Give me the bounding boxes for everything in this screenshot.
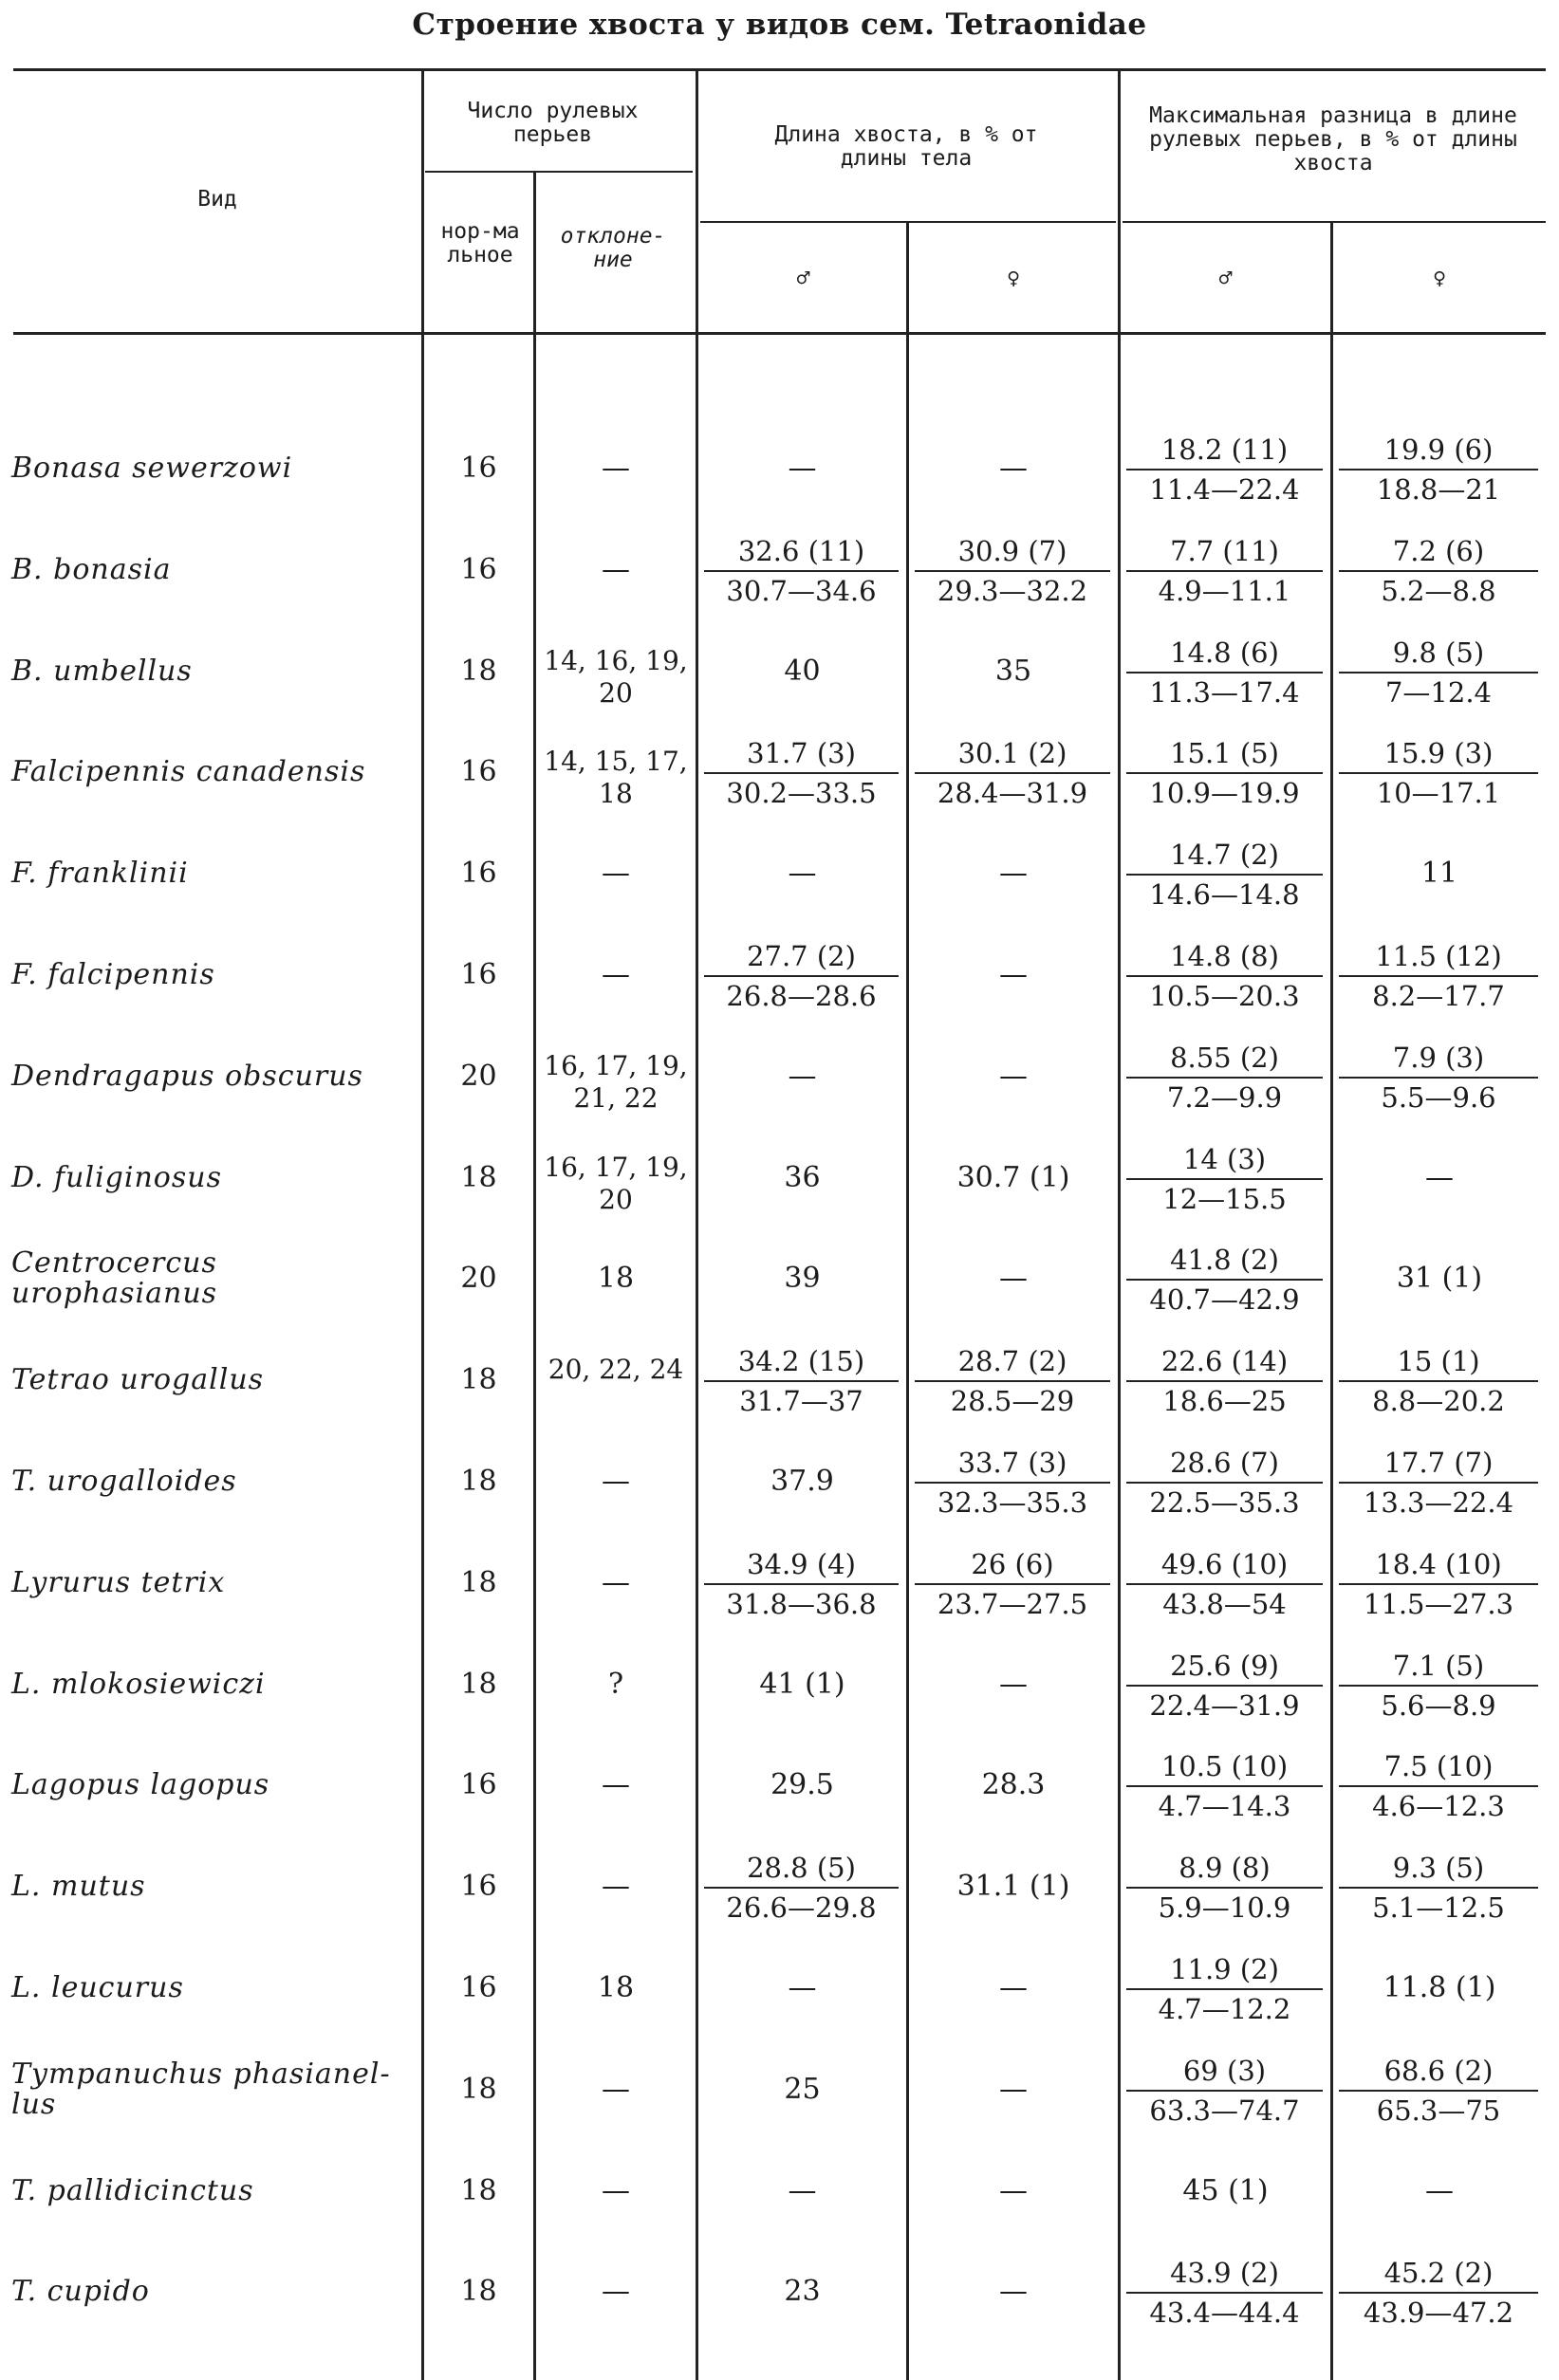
table-title: Строение хвоста у видов сем. Tetraonidae — [412, 8, 1147, 42]
mean-value: 41.8 (2) — [1126, 1241, 1323, 1281]
species-name: Centrocercus urophasianus — [11, 1246, 218, 1311]
tl-m-fraction — [704, 532, 899, 610]
md-f-value: — — [1425, 2173, 1454, 2207]
col-rule-5 — [1118, 68, 1121, 2380]
tl-m-value: 23 — [784, 2275, 821, 2309]
range-value: 10.5—20.3 — [1149, 980, 1300, 1012]
md-m-fraction — [1126, 1747, 1323, 1825]
md-m-fraction — [1126, 634, 1323, 711]
tl-f-value: — — [999, 1262, 1028, 1296]
range-value: 22.5—35.3 — [1149, 1486, 1300, 1519]
range-value: 5.9—10.9 — [1158, 1891, 1291, 1925]
species-name: Tetrao urogallus — [11, 1363, 265, 1397]
col-rule-4 — [906, 223, 909, 2380]
md-f-fraction — [1339, 1039, 1538, 1116]
normal-count: 18 — [460, 654, 497, 688]
mean-value: 7.2 (6) — [1339, 532, 1538, 572]
mean-value: 28.8 (5) — [704, 1849, 899, 1889]
range-value: 4.9—11.1 — [1158, 574, 1291, 607]
mean-value: 15.9 (3) — [1339, 734, 1538, 774]
md-m-fraction — [1126, 1950, 1323, 2028]
species-name: Bonasa sewerzowi — [11, 452, 293, 485]
normal-count: 16 — [460, 1768, 497, 1802]
tl-m-value: — — [788, 452, 817, 485]
range-value: 5.2—8.8 — [1381, 574, 1496, 607]
deviation-count: — — [602, 452, 630, 485]
tl-f-value: — — [999, 958, 1028, 991]
range-value: 7.2—9.9 — [1166, 1080, 1283, 1114]
md-m-fraction — [1126, 2254, 1323, 2332]
mean-value: 15 (1) — [1339, 1342, 1538, 1382]
tl-f-fraction — [915, 734, 1110, 812]
md-m-value: 45 (1) — [1182, 2173, 1269, 2207]
mean-value: 17.7 (7) — [1339, 1444, 1538, 1484]
species-name: Tympanuchus phasianel-lus — [11, 2057, 391, 2121]
tl-f-fraction — [915, 1342, 1110, 1420]
normal-count: 18 — [460, 2173, 497, 2207]
mean-value: 18.4 (10) — [1339, 1545, 1538, 1585]
species-name: B. bonasia — [11, 552, 172, 586]
md-f-fraction — [1339, 1545, 1538, 1623]
range-value: 4.7—14.3 — [1158, 1790, 1291, 1823]
tl-m-fraction — [704, 734, 899, 812]
species-name: F. falcipennis — [11, 958, 215, 991]
range-value: 10.9—19.9 — [1149, 777, 1300, 810]
header-max-diff-male: ♂ — [1218, 267, 1233, 291]
md-f-value: 31 (1) — [1396, 1262, 1483, 1296]
deviation-count: — — [602, 857, 630, 891]
tl-m-value: 41 (1) — [759, 1667, 845, 1701]
tl-m-value: 25 — [784, 2072, 821, 2106]
range-value: 23.7—27.5 — [937, 1587, 1088, 1620]
header-max-diff-group: Максимальная разница в длине рулевых перьев, в % от длины хвоста — [1149, 103, 1517, 175]
md-f-fraction — [1339, 734, 1538, 812]
deviation-count: — — [602, 2173, 630, 2207]
header-tail-length-group: Длина хвоста, в % от длины тела — [774, 122, 1038, 171]
md-m-fraction — [1126, 1039, 1323, 1116]
mean-value: 14 (3) — [1126, 1140, 1323, 1180]
md-f-value: — — [1425, 1160, 1454, 1194]
deviation-count: 18 — [597, 1971, 635, 2004]
range-value: 30.2—33.5 — [726, 777, 877, 810]
normal-count: 18 — [460, 1363, 497, 1397]
normal-count: 20 — [460, 1059, 497, 1093]
range-value: 43.9—47.2 — [1363, 2297, 1514, 2330]
normal-count: 18 — [460, 2072, 497, 2106]
tl-f-value: 31.1 (1) — [956, 1870, 1070, 1904]
header-tail-length-male: ♂ — [796, 267, 810, 291]
tl-m-value: 37.9 — [770, 1465, 834, 1498]
mean-value: 9.3 (5) — [1339, 1849, 1538, 1889]
deviation-count: — — [602, 2275, 630, 2309]
header-species: Вид — [197, 187, 237, 212]
md-m-fraction — [1126, 431, 1323, 508]
tl-f-value: 30.7 (1) — [956, 1160, 1070, 1194]
range-value: 30.7—34.6 — [726, 574, 877, 607]
deviation-count: 16, 17, 19, 21, 22 — [544, 1049, 688, 1114]
tl-f-fraction — [915, 1444, 1110, 1522]
normal-count: 16 — [460, 857, 497, 891]
header-deviation: отклоне-ние — [560, 224, 666, 272]
tl-m-value: 29.5 — [770, 1768, 834, 1802]
header-normal: нор-мальное — [440, 219, 520, 268]
tl-m-value: 40 — [784, 654, 821, 688]
deviation-count: 18 — [597, 1262, 635, 1296]
mean-value: 34.2 (15) — [704, 1342, 899, 1382]
species-name: Lyrurus tetrix — [11, 1565, 226, 1599]
tl-f-value: — — [999, 1667, 1028, 1701]
tl-f-value: 35 — [994, 654, 1032, 688]
md-f-value: 11.8 (1) — [1383, 1971, 1496, 2004]
species-name: B. umbellus — [11, 654, 193, 688]
tl-m-fraction — [704, 1545, 899, 1623]
mean-value: 26 (6) — [915, 1545, 1110, 1585]
range-value: 5.6—8.9 — [1381, 1688, 1496, 1722]
mean-value: 33.7 (3) — [915, 1444, 1110, 1484]
md-f-fraction — [1339, 2254, 1538, 2332]
mean-value: 19.9 (6) — [1339, 431, 1538, 470]
mean-value: 68.6 (2) — [1339, 2052, 1538, 2092]
deviation-count: 14, 16, 19, 20 — [544, 644, 688, 709]
mean-value: 11.9 (2) — [1126, 1950, 1323, 1990]
mean-value: 25.6 (9) — [1126, 1647, 1323, 1687]
md-f-fraction — [1339, 532, 1538, 610]
md-f-fraction — [1339, 2052, 1538, 2130]
range-value: 7—12.4 — [1384, 675, 1493, 709]
species-name: L. mutus — [11, 1870, 146, 1904]
normal-count: 16 — [460, 552, 497, 586]
md-f-fraction — [1339, 431, 1538, 508]
mean-value: 14.7 (2) — [1126, 836, 1323, 876]
normal-count: 18 — [460, 1565, 497, 1599]
normal-count: 18 — [460, 1667, 497, 1701]
range-value: 5.1—12.5 — [1372, 1891, 1505, 1925]
range-value: 31.7—37 — [739, 1385, 863, 1418]
species-name: D. fuliginosus — [11, 1160, 222, 1194]
md-m-fraction — [1126, 1342, 1323, 1420]
range-value: 10—17.1 — [1376, 777, 1501, 810]
range-value: 18.6—25 — [1162, 1385, 1287, 1418]
mean-value: 49.6 (10) — [1126, 1545, 1323, 1585]
deviation-count: — — [602, 1870, 630, 1904]
normal-count: 20 — [460, 1262, 497, 1296]
range-value: 26.8—28.6 — [726, 980, 877, 1012]
mean-value: 7.7 (11) — [1126, 532, 1323, 572]
md-m-fraction — [1126, 1241, 1323, 1319]
range-value: 32.3—35.3 — [937, 1486, 1088, 1519]
mean-value: 30.1 (2) — [915, 734, 1110, 774]
tl-f-fraction — [915, 1545, 1110, 1623]
md-m-fraction — [1126, 937, 1323, 1015]
md-m-fraction — [1126, 1647, 1323, 1725]
header-max-diff-female: ♀ — [1433, 267, 1446, 291]
md-f-fraction — [1339, 937, 1538, 1015]
tl-m-value: — — [788, 1971, 817, 2004]
normal-count: 16 — [460, 958, 497, 991]
tl-f-value: — — [999, 857, 1028, 891]
md-f-fraction — [1339, 1849, 1538, 1927]
deviation-count: — — [602, 1565, 630, 1599]
header-rectrices-group: Число рулевых перьев — [467, 99, 639, 147]
mean-value: 27.7 (2) — [704, 937, 899, 977]
mean-value: 14.8 (8) — [1126, 937, 1323, 977]
tl-m-fraction — [704, 937, 899, 1015]
md-m-fraction — [1126, 2052, 1323, 2130]
mean-value: 45.2 (2) — [1339, 2254, 1538, 2294]
range-value: 4.7—12.2 — [1158, 1993, 1291, 2025]
species-name: F. franklinii — [11, 857, 189, 891]
range-value: 31.8—36.8 — [726, 1587, 877, 1620]
tl-m-value: — — [788, 857, 817, 891]
md-m-fraction — [1126, 836, 1323, 913]
max-diff-subrule — [1123, 221, 1546, 223]
col-rule-1 — [421, 68, 424, 2380]
tl-f-value: — — [999, 2072, 1028, 2106]
deviation-count: 20, 22, 24 — [548, 1354, 684, 1386]
md-f-fraction — [1339, 1444, 1538, 1522]
range-value: 28.4—31.9 — [937, 777, 1088, 810]
range-value: 8.8—20.2 — [1372, 1385, 1505, 1418]
mean-value: 30.9 (7) — [915, 532, 1110, 572]
header-tail-length-female: ♀ — [1007, 267, 1020, 291]
range-value: 22.4—31.9 — [1149, 1688, 1300, 1722]
deviation-count: — — [602, 2072, 630, 2106]
deviation-count: 14, 15, 17, 18 — [544, 746, 688, 810]
species-name: L. leucurus — [11, 1971, 184, 2004]
range-value: 18.8—21 — [1376, 473, 1501, 506]
mean-value: 8.9 (8) — [1126, 1849, 1323, 1889]
deviation-count: ? — [607, 1667, 624, 1701]
range-value: 8.2—17.7 — [1372, 980, 1505, 1012]
tl-f-value: — — [999, 2275, 1028, 2309]
md-f-fraction — [1339, 1647, 1538, 1725]
md-m-fraction — [1126, 734, 1323, 812]
mean-value: 28.6 (7) — [1126, 1444, 1323, 1484]
tl-m-value: 39 — [784, 1262, 821, 1296]
normal-count: 18 — [460, 1465, 497, 1498]
range-value: 63.3—74.7 — [1149, 2094, 1300, 2127]
range-value: 5.5—9.6 — [1381, 1080, 1496, 1114]
tl-m-value: — — [788, 1059, 817, 1093]
normal-count: 16 — [460, 452, 497, 485]
mean-value: 14.8 (6) — [1126, 634, 1323, 673]
tl-f-value: 28.3 — [981, 1768, 1046, 1802]
range-value: 13.3—22.4 — [1363, 1486, 1514, 1519]
tl-f-fraction — [915, 532, 1110, 610]
normal-count: 16 — [460, 755, 497, 789]
range-value: 11.5—27.3 — [1363, 1587, 1514, 1620]
species-name: T. pallidicinctus — [11, 2173, 254, 2207]
mean-value: 31.7 (3) — [704, 734, 899, 774]
species-name: Dendragapus obscurus — [11, 1059, 363, 1093]
tl-m-fraction — [704, 1342, 899, 1420]
header-top-rule — [13, 68, 1546, 71]
md-m-fraction — [1126, 1849, 1323, 1927]
mean-value: 10.5 (10) — [1126, 1747, 1323, 1787]
species-name: T. urogalloides — [11, 1465, 237, 1498]
range-value: 40.7—42.9 — [1149, 1283, 1300, 1317]
tl-f-value: — — [999, 1059, 1028, 1093]
range-value: 4.6—12.3 — [1372, 1790, 1505, 1823]
species-name: Falcipennis canadensis — [11, 755, 366, 789]
mean-value: 15.1 (5) — [1126, 734, 1323, 774]
tl-m-value: — — [788, 2173, 817, 2207]
mean-value: 7.1 (5) — [1339, 1647, 1538, 1687]
range-value: 43.4—44.4 — [1149, 2297, 1300, 2330]
md-m-fraction — [1126, 1545, 1323, 1623]
mean-value: 32.6 (11) — [704, 532, 899, 572]
range-value: 12—15.5 — [1162, 1182, 1287, 1215]
mean-value: 18.2 (11) — [1126, 431, 1323, 470]
md-f-fraction — [1339, 634, 1538, 711]
md-f-value: 11 — [1420, 857, 1458, 891]
md-f-fraction — [1339, 1747, 1538, 1825]
mean-value: 22.6 (14) — [1126, 1342, 1323, 1382]
mean-value: 11.5 (12) — [1339, 937, 1538, 977]
mean-value: 8.55 (2) — [1126, 1039, 1323, 1079]
range-value: 65.3—75 — [1376, 2094, 1501, 2127]
range-value: 14.6—14.8 — [1149, 878, 1300, 912]
normal-count: 16 — [460, 1870, 497, 1904]
species-name: Lagopus lagopus — [11, 1768, 270, 1802]
deviation-count: — — [602, 552, 630, 586]
normal-count: 18 — [460, 1160, 497, 1194]
normal-count: 16 — [460, 1971, 497, 2004]
deviation-count: — — [602, 958, 630, 991]
mean-value: 28.7 (2) — [915, 1342, 1110, 1382]
range-value: 11.4—22.4 — [1149, 473, 1300, 506]
md-f-fraction — [1339, 1342, 1538, 1420]
tl-f-value: — — [999, 1971, 1028, 2004]
deviation-count: — — [602, 1768, 630, 1802]
range-value: 43.8—54 — [1162, 1587, 1287, 1620]
deviation-count: — — [602, 1465, 630, 1498]
tl-m-fraction — [704, 1849, 899, 1927]
md-m-fraction — [1126, 1140, 1323, 1218]
tl-f-value: — — [999, 452, 1028, 485]
range-value: 28.5—29 — [950, 1385, 1075, 1418]
mean-value: 7.9 (3) — [1339, 1039, 1538, 1079]
md-m-fraction — [1126, 1444, 1323, 1522]
tl-f-value: — — [999, 2173, 1028, 2207]
range-value: 26.6—29.8 — [726, 1891, 877, 1925]
range-value: 11.3—17.4 — [1149, 675, 1300, 709]
mean-value: 43.9 (2) — [1126, 2254, 1323, 2294]
mean-value: 69 (3) — [1126, 2052, 1323, 2092]
range-value: 29.3—32.2 — [937, 574, 1088, 607]
tl-m-value: 36 — [784, 1160, 821, 1194]
mean-value: 34.9 (4) — [704, 1545, 899, 1585]
col-rule-3 — [696, 68, 698, 2380]
rectrices-subrule — [425, 171, 693, 173]
header-bottom-rule — [13, 332, 1546, 335]
species-name: L. mlokosiewiczi — [11, 1667, 266, 1701]
md-m-fraction — [1126, 532, 1323, 610]
species-name: T. cupido — [11, 2275, 150, 2309]
mean-value: 9.8 (5) — [1339, 634, 1538, 673]
deviation-count: 16, 17, 19, 20 — [544, 1151, 688, 1215]
col-rule-6 — [1330, 223, 1333, 2380]
mean-value: 7.5 (10) — [1339, 1747, 1538, 1787]
normal-count: 18 — [460, 2275, 497, 2309]
